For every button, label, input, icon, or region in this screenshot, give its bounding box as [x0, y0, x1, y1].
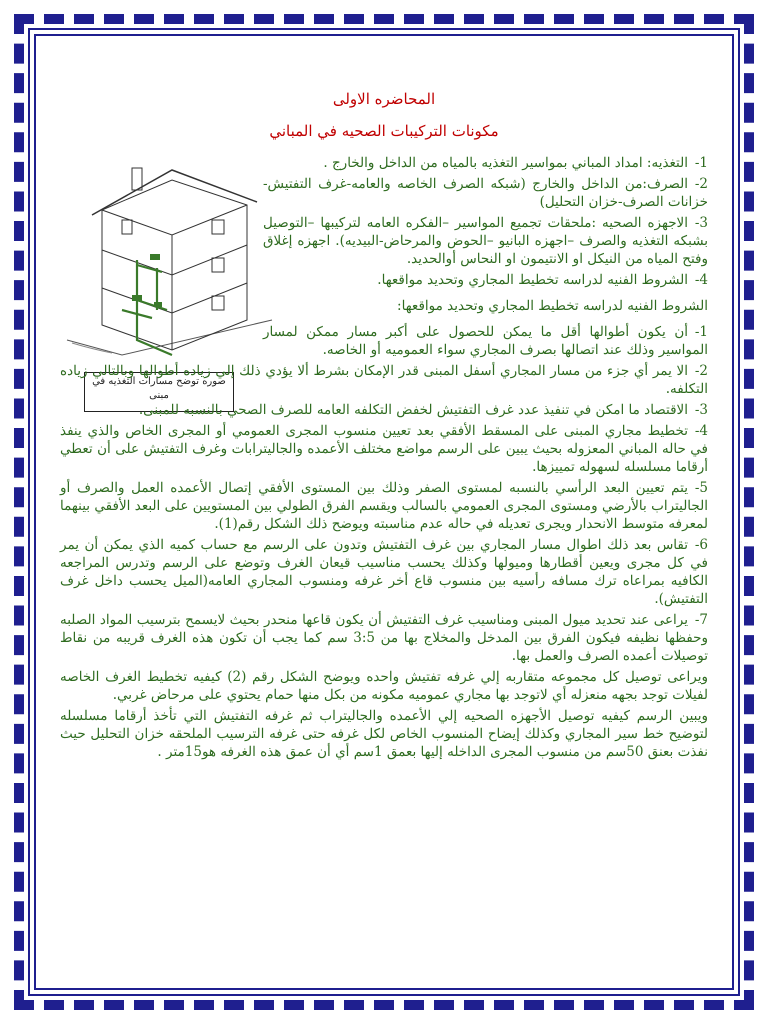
- item-2: 2-الا يمر أي جزء من مسار المجاري أسفل المبنى قدر الإمكان بشرط ألا يؤدي ذلك إلي زياده أطوالها وبالتالي زياده التكلفه.: [60, 363, 708, 397]
- document-body: [60, 80, 708, 970]
- top-items: [263, 154, 708, 359]
- item-4: 4-تخطيط مجاري المبنى على المسقط الأفقي بعد تعيين منسوب المجرى العمومي أو المجرى الخاص والذي ينفذ في حاله المباني المعزوله بحيث يبين على الرسم مواضع مختلف الأعمده والجاليترابات وغرف التفتيش على أن تعطي أرقاما مسلسله لسهوله تمييزها.: [60, 423, 708, 475]
- section-heading: الشروط الفنيه لدراسه تخطيط المجاري وتحديد مواقعها:: [397, 298, 708, 314]
- extra-paragraph-2: ويبين الرسم كيفيه توصيل الأجهزه الصحيه إلي الأعمده والجاليتراب ثم غرفه التفتيش التي تأخذ أرقاما مسلسله لتوضيح خط سير المجاري وكذلك إيضاح المنسوب الخاص لكل غرفه حتى غرفه الترسيب الملحقه خزان التحليل حيث نفذت بعنق 50سم من منسوب المجرى الداخله إليها بعمق 1سم أي أن عمق هذه الغرفه هو15متر .: [60, 708, 708, 760]
- top-item-3: 3-الاجهزه الصحيه :ملحقات تجميع المواسير –الفكره العامه لتركيبها –التوصيل بشبكه التغذيه والصرف –اجهزه البانيو –الحوض والمرحاض-البيديه). اجهزه إغلاق وفتح المياه من النيكل او الانتيمون او النحاس أوالحديد.: [263, 215, 708, 267]
- item-7: 7-يراعى عند تحديد ميول المبنى ومناسيب غرف التفتيش أن يكون قاعها منحدر بحيث لايسمح بترسيب المواد الصلبه وحفظها نظيفه فيكون الفرق بين المدخل والمخلاج بها من 3:5 سم كما يجب أن تكون هذه الغرف قريبه من نقاط توصيلات أعمده الصرف والعمل بها.: [60, 612, 708, 664]
- remaining-items: [60, 362, 708, 761]
- illustration-caption: صوره توضح مسارات التغذيه في مبنى: [84, 372, 234, 412]
- page-title: المحاضره الاولى: [332, 90, 436, 108]
- page-subtitle: مكونات التركيبات الصحيه في المباني: [269, 122, 499, 140]
- item-6: 6-تقاس بعد ذلك اطوال مسار المجاري بين غرف التفتيش وتدون على الرسم مع حساب كميه الذي يمكن أن يمر في كل مجرى ويعين أقطارها وميولها وكذلك يحسب مناسيب قيعان الغرف وتوضع على الرسم وتدرس المراجعه الكافيه بمراعاه ترك مسافه رأسيه بين منسوب قاع أخر غرفه ومنسوب المجاري العامه(الميل يحسب داخل غرف التفتيش).: [60, 537, 708, 607]
- top-item-4: 4-الشروط الفنيه لدراسه تخطيط المجاري وتحديد مواقعها.: [377, 272, 708, 288]
- extra-paragraph-1: ويراعى توصيل كل مجموعه متقاربه إلي غرفه تفتيش واحده ويوضح الشكل رقم (2) كيفيه تخطيط الغرف الخاصه لفيلات توجد بجهه منعزله أي لاتوجد بها مجاري عموميه مكونه من بكل منها حمام يحتوي على مرحاض غربي.: [60, 669, 708, 703]
- item-1: 1-أن يكون أطوالها أقل ما يمكن للحصول على أكبر مسار ممكن لمسار المواسير وذلك عند اتصالها بصرف المجاري سواء العموميه أو الخاصه.: [263, 324, 708, 358]
- top-item-1: 1-التغذيه: امداد المباني بمواسير التغذيه بالمياه من الداخل والخارج .: [323, 155, 708, 171]
- item-3: 3-الاقتصاد ما امكن في تنفيذ عدد غرف التفتيش لخفض التكلفه العامه للصرف الصحي بالنسبه للمبنى.: [138, 402, 708, 418]
- top-item-2: 2-الصرف:من الداخل والخارج (شبكه الصرف الخاصه والعامه-غرف التفتيش-خزانات الصرف-خزان التحليل): [263, 176, 708, 210]
- item-5: 5-يتم تعيين البعد الرأسي بالنسبه لمستوى الصفر وذلك بين المستوى الأفقي إتصال الأعمده العمل والصرف أو الجاليتراب بالأرضي ومستوى المجرى العمومي بالسالب ويقسم الفرق الطولي بين المستويين على البعد الأفقي بينهما لمعرفه متوسط الانحدار ويجرى تعديله في حاله عدم مناسبته ويوضح ذلك الشكل رقم(1).: [60, 480, 708, 532]
